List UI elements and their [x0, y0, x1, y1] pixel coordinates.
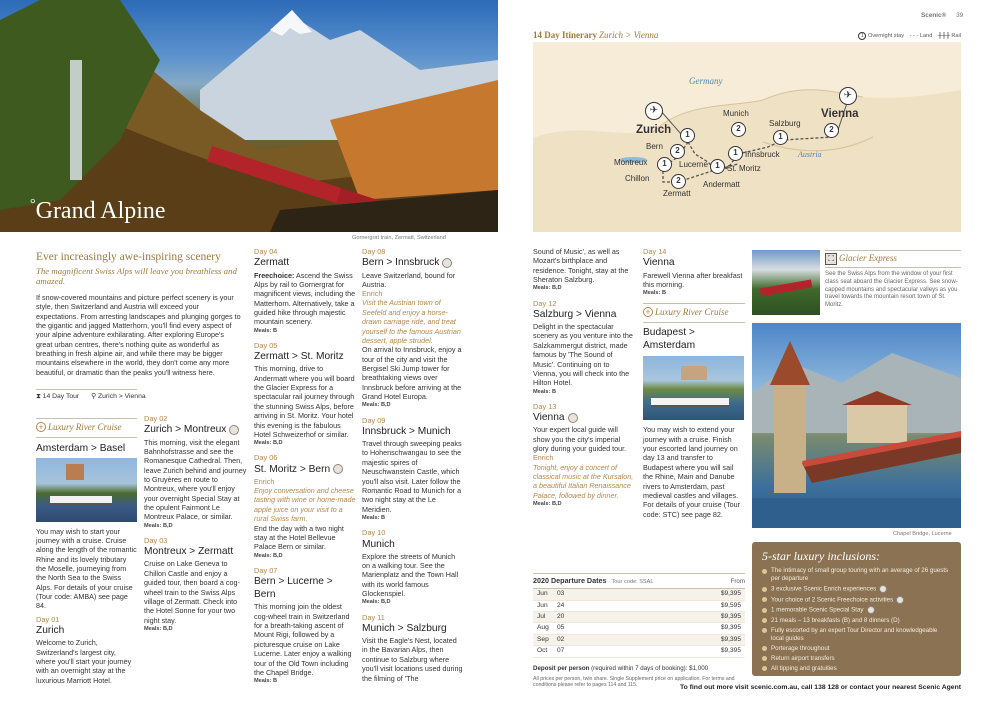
day-13: Day 13 Vienna Your expert local guide will show you the city's imperial glory during your guided tour. Enrich Tonight, enjoy a concert of classical music at the Kursalon, a beautiful Italian Renaissance Palace, followed by dinner. Meals: B,D — [533, 401, 634, 508]
photo-caption: Chapel Bridge, Lucerne — [893, 531, 952, 537]
map-nights-zermatt: 2 — [671, 174, 686, 189]
left-column-2 — [144, 414, 247, 639]
map-city-st-moritz: St. Moritz — [727, 164, 761, 173]
map-city-innsbruck: Innsbruck — [745, 150, 780, 159]
right-column-2 — [643, 247, 745, 519]
hero-caption: Gornergrat train, Zermatt, Switzerland — [352, 235, 446, 241]
day-08: Day 08 Bern > Innsbruck Leave Switzerland, bound for Austria. Enrich Visit the Austrian town of Seefeld and enjoy a horse-drawn carriage ride, and treat yourself to the famous Austrian dessert, apple strudel. On arrival to Innsbruck, enjoy a tour of the city and visit the Bergisel Ski Jump tower for breathtaking views over Innsbruck before arriving at the Grand Hotel Europa. Meals: B,D — [362, 247, 462, 409]
day-05: Day 05 Zermatt > St. Moritz This morning, drive to Andermatt where you will board the Glacier Express for a spectacular rail journey through the stunning Swiss Alps, before arriving in St. Moritz. Your hotel this evening is the fabulous Hotel Schweizerhof or similar. Meals: B,D — [254, 340, 355, 447]
list-item: 3 exclusive Scenic Enrich experiences — [762, 585, 951, 594]
day-06: Day 06 St. Moritz > Bern Enrich Enjoy conversation and cheese tasting with wine or home-made apple juice on your visit to a rural Swiss farm. End the day with a two night stay at the Hotel Bellevue Palace Bern or similar. Meals: B,D — [254, 453, 356, 559]
intro-block — [36, 250, 241, 377]
list-item: 1 memorable Scenic Special Stay — [762, 606, 951, 615]
freechoice-icon — [896, 596, 904, 604]
divider — [825, 250, 961, 251]
river-cruise-photo — [36, 458, 137, 522]
list-item: All tipping and gratuities — [762, 665, 951, 673]
plus-icon: + — [643, 307, 653, 317]
divider — [643, 322, 745, 323]
departures-table — [533, 573, 745, 689]
map-city-montreux: Montreux — [614, 158, 648, 167]
map-nights-bern: 2 — [670, 144, 685, 159]
map-header: 14 Day Itinerary Zurich > Vienna 1 Overnight stay - - - Land ╫╫╫ Rail — [533, 30, 961, 40]
divider — [825, 267, 961, 268]
fine-print: All prices per person, twin share. Single Supplement price on application. For terms and conditions please refer to pages 114 and 115. — [533, 675, 735, 689]
map-legend: 1 Overnight stay - - - Land ╫╫╫ Rail — [858, 32, 961, 40]
day-14: Day 14 Vienna Farewell Vienna after breakfast this morning. Meals: B — [643, 247, 743, 297]
chapel-bridge-illustration — [752, 323, 961, 528]
day-12: Day 12 Salzburg > Vienna Delight in the spectacular scenery as you venture into the Salzkammergut district, made famous by 'The Sound of Music'. Continuing on to Vienna, you will check into the Hilton Hotel. Meals: B — [533, 298, 633, 395]
list-item: 21 meals – 13 breakfasts (B) and 8 dinners (D) — [762, 617, 951, 625]
day-01: Day 01 Zurich Welcome to Zurich, Switzerland's largest city, where you'll start your journey with an overnight stay at the luxurious Marriott Hotel. — [36, 614, 132, 685]
table-row: Jun 24 $9,595 — [533, 601, 745, 612]
day-07: Day 07 Bern > Lucerne > Bern This morning join the oldest cog-wheel train in Switzerland for a breath-taking ascent of Mount Rigi, followed by a picturesque cruise on Lake Lucerne. Later enjoy a walking tour of the Old Town including the Chapel Bridge. Meals: B — [254, 565, 352, 685]
glacier-express-text: See the Swiss Alps from the window of your first class seat aboard the Glacier Express. See snow-capped mountains and spectacular valleys as you travel towards the mountain resort town of St. Moritz. — [825, 271, 958, 309]
map-nights-salzburg: 1 — [773, 130, 788, 145]
airplane-icon: ✈ — [645, 102, 663, 120]
map-city-bern: Bern — [646, 142, 663, 151]
map-nights-innsbruck: 1 — [728, 146, 743, 161]
list-item: Return airport transfers — [762, 655, 951, 663]
departures-header: 2020 Departure Dates Tour code: SSAL From — [533, 573, 745, 589]
tour-tag: ⧗ 14 Day Tour ⚲ Zurich > Vienna — [36, 393, 146, 400]
enrich-icon — [879, 585, 887, 593]
inclusions-box — [752, 542, 961, 676]
right-column-1 — [533, 247, 635, 514]
person-icon: ⚲ — [91, 393, 97, 400]
map-nights-montreux: 1 — [657, 157, 672, 172]
glacier-express-title: Glacier Express — [839, 253, 897, 263]
map-nights-st-moritz: 1 — [710, 159, 725, 174]
special-stay-icon — [867, 606, 875, 614]
map-city-salzburg: Salzburg — [769, 119, 801, 128]
map-city-chillon: Chillon — [625, 174, 650, 183]
map-country-germany: Germany — [689, 76, 723, 86]
intro-text: If snow-covered mountains and picture perfect scenery is your style, then Switzerland and Austria will exceed your expectations. From arresting landscapes and plunging gorges to the gigantic and jagged Matterhorn, you'll find every aspect of your alpine adventure exhilarating. After exploring Europe's great urban centres, there's nothing quite as wonderful as breathing in fresh alpine air, and while there may be bigger mountains elsewhere in the world, they don't come any more beautiful, or dramatic than the peaks you'll witness here. — [36, 292, 241, 377]
map-city-zermatt: Zermatt — [663, 189, 691, 198]
table-row: Aug 05 $9,395 — [533, 623, 745, 634]
table-row: Jul 20 $9,395 — [533, 612, 745, 623]
divider — [643, 303, 745, 304]
day-09: Day 09 Innsbruck > Munich Travel through sweeping peaks to Hohenschwangau to see the majestic spires of Neuschwanstein Castle, which you'll also visit. Later follow the Romantic Road to Munich for a two night stay at the Le Meridien. Meals: B — [362, 415, 462, 521]
day-11-continued: Sound of Music', as well as Mozart's birthplace and residence. Tonight, stay at the Sheraton Salzburg. Meals: B,D — [533, 247, 629, 292]
day-02: Day 02 Zurich > Montreux This morning, visit the elegant Bahnhofstrasse and see the Romanesque Cathedral. Then, leave Zurich behind and journey to Gruyères en route to Montreux, where you'll enjoy your overnight Special Stay at the opulent Fairmont Le Montreux Palace, or similar. Meals: B,D — [144, 414, 247, 529]
hourglass-icon: ⧗ — [36, 393, 41, 400]
footer-contact: To find out more visit scenic.com.au, call 138 128 or contact your nearest Scenic Agent — [679, 684, 961, 691]
map-city-andermatt: Andermatt — [703, 180, 740, 189]
divider — [36, 418, 137, 419]
table-row: Jun 03 $9,395 — [533, 589, 745, 600]
list-item: Fully escorted by an expert Tour Director and knowledgeable local guides — [762, 627, 951, 643]
map-nights-vienna: 2 — [824, 123, 839, 138]
cruise-title: Budapest > Amsterdam — [643, 326, 696, 351]
train-icon: ⛶ — [825, 253, 837, 265]
map-city-munich: Munich — [723, 109, 749, 118]
map-city-lucerne: Lucerne — [679, 160, 708, 169]
table-row: Sep 02 $9,395 — [533, 635, 745, 646]
day-10: Day 10 Munich Explore the streets of Munich on a walking tour. See the Marienplatz and the Town Hall with its world famous Glockenspiel. Meals: B,D — [362, 528, 459, 606]
brand: Scenic® 39 — [921, 12, 964, 19]
day-11: Day 11 Munich > Salzburg Visit the Eagle's Nest, located in the Bavarian Alps, then continue to Salzburg where you'll visit locations used during the filming of 'The — [362, 612, 463, 683]
enrich-icon — [333, 464, 343, 474]
day-03: Day 03 Montreux > Zermatt Cruise on Lake Geneva to Chillon Castle and enjoy a guided tour, then board a cog-wheel train to the Swiss Alps village of Zermatt. Check into the Hotel Sonne for your two night stay. Meals: B,D — [144, 535, 240, 632]
map-terrain — [533, 42, 961, 232]
luxury-river-cruise-heading: + Luxury River Cruise — [36, 422, 137, 434]
map-nights-zurich: 1 — [680, 128, 695, 143]
hero-title: °Grand Alpine — [30, 197, 166, 224]
map-city-vienna: Vienna — [821, 108, 859, 120]
budapest-cruise-photo — [643, 356, 744, 420]
left-column-4 — [362, 247, 464, 689]
left-column-1 — [36, 418, 137, 691]
airplane-icon: ✈ — [839, 87, 857, 105]
deposit-line: Deposit per person (required within 7 days of booking): $1,000 — [533, 664, 709, 672]
divider — [36, 389, 137, 390]
list-item: The intimacy of small group touring with an average of 26 guests per departure — [762, 567, 951, 583]
cruise-title: Amsterdam > Basel — [36, 442, 126, 454]
divider — [36, 437, 137, 438]
itinerary-map — [533, 42, 961, 232]
glacier-express-photo — [752, 250, 820, 315]
inclusions-title: 5-star luxury inclusions: — [762, 549, 880, 563]
intro-subheading: The magnificent Swiss Alps will leave you breathless and amazed. — [36, 265, 237, 287]
left-column-3 — [254, 247, 356, 691]
day-04: Day 04 Zermatt Freechoice: Ascend the Swiss Alps by rail to Gornergrat for magnificent views, including the Matterhorn. Alternatively, take a guided hike through majestic mountain scenery. Meals: B — [254, 247, 356, 334]
intro-heading: Ever increasingly awe-inspiring scenery — [36, 251, 221, 263]
glacier-express-box — [825, 250, 961, 310]
enrich-icon — [442, 258, 452, 268]
table-row: Oct 07 $9,395 — [533, 646, 745, 657]
plus-icon: + — [36, 422, 46, 432]
cruise-text: You may wish to start your journey with a cruise. Cruise along the length of the romantic Rhine and its lovely tributary the Moselle, journeying from the North Sea to the Swiss Alps. For details of your cruise (Tour code: AMBA) see page 84. — [36, 526, 137, 611]
cruise-text: You may wish to extend your journey with a cruise. Finish your escorted land journey on day 13 and transfer to Budapest where you will sail the Rhine, Main and Danube rivers to Amsterdam, past medieval castles and villages. For details of your cruise (Tour code: STC) see page 82. — [643, 425, 741, 519]
luxury-river-cruise-heading: + Luxury River Cruise — [643, 307, 745, 319]
chapel-bridge-photo — [752, 323, 961, 528]
map-nights-munich: 2 — [731, 122, 746, 137]
map-country-austria: Austria — [798, 150, 822, 159]
special-stay-icon — [229, 425, 239, 435]
enrich-icon — [568, 413, 578, 423]
departures-rows — [533, 589, 745, 658]
map-city-zurich: Zurich — [636, 124, 672, 136]
list-item: Your choice of 2 Scenic Freechoice activities — [762, 596, 951, 605]
list-item: Porterage throughout — [762, 645, 951, 653]
